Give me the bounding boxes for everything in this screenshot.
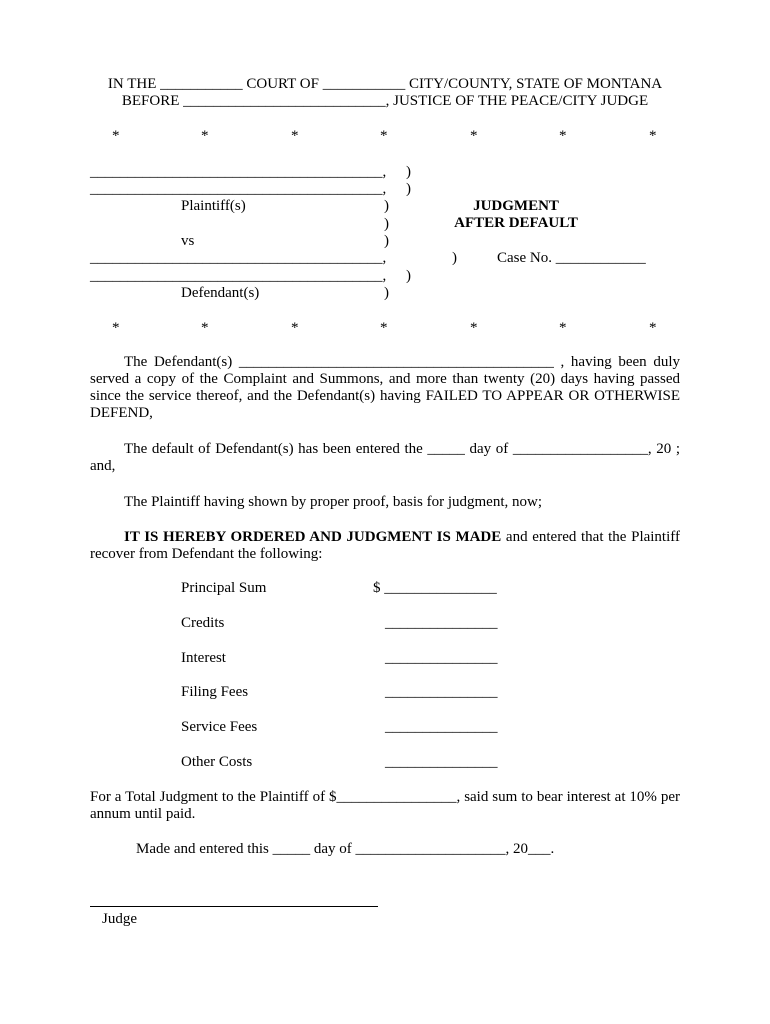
amount-label: Filing Fees xyxy=(181,684,249,700)
caption-paren: ) xyxy=(384,233,389,249)
amount-blank: _______________ xyxy=(385,719,498,735)
caption-paren: ) xyxy=(384,216,389,232)
separator-star: * xyxy=(291,320,299,336)
separator-star: * xyxy=(291,128,299,144)
paragraph-proof: The Plaintiff having shown by proper proof, basis for judgment, now; xyxy=(124,494,542,510)
separator-star: * xyxy=(649,128,657,144)
plaintiff-name-line: _______________________________________, xyxy=(90,181,387,197)
separator-star: * xyxy=(201,320,209,336)
separator-star: * xyxy=(559,320,567,336)
separator-star: * xyxy=(559,128,567,144)
defendant-name-line: _______________________________________, xyxy=(90,268,387,284)
separator-star: * xyxy=(649,320,657,336)
plaintiff-name-line: _______________________________________, xyxy=(90,164,387,180)
amount-blank: _______________ xyxy=(385,684,498,700)
amount-blank: _______________ xyxy=(385,650,498,666)
made-and-entered-line: Made and entered this _____ day of ____________________, 20___. xyxy=(136,841,555,857)
amount-blank: _______________ xyxy=(385,754,498,770)
versus-label: vs xyxy=(181,233,195,249)
caption-paren: ) xyxy=(406,164,411,180)
separator-star: * xyxy=(470,320,478,336)
separator-star: * xyxy=(380,320,388,336)
amount-blank: $ _______________ xyxy=(373,580,497,596)
plaintiff-label: Plaintiff(s) xyxy=(181,198,246,214)
caption-paren: ) xyxy=(452,250,457,266)
caption-paren: ) xyxy=(384,198,389,214)
amount-label: Principal Sum xyxy=(181,580,267,596)
separator-star: * xyxy=(201,128,209,144)
paragraph-total: For a Total Judgment to the Plaintiff of $________________, said sum to bear interest at 10% per annum until paid. xyxy=(90,789,680,822)
caption-paren: ) xyxy=(406,181,411,197)
document-title-line1: JUDGMENT xyxy=(473,198,559,214)
caption-paren: ) xyxy=(406,268,411,284)
court-header-line2: BEFORE ___________________________, JUSTICE OF THE PEACE/CITY JUDGE xyxy=(121,93,649,109)
separator-star: * xyxy=(112,128,120,144)
star-separator-bottom xyxy=(90,320,680,337)
amount-blank: _______________ xyxy=(385,615,498,631)
star-separator-top xyxy=(90,128,680,145)
case-number: Case No. ____________ xyxy=(497,250,646,266)
paragraph-order xyxy=(90,529,680,563)
judge-signature-line xyxy=(90,906,378,907)
document-title-line2: AFTER DEFAULT xyxy=(454,215,578,231)
paragraph-default-entered: The default of Defendant(s) has been entered the _____ day of __________________, 20 ; and, xyxy=(90,441,680,474)
amount-label: Interest xyxy=(181,650,226,666)
amount-label: Service Fees xyxy=(181,719,258,735)
separator-star: * xyxy=(470,128,478,144)
separator-star: * xyxy=(380,128,388,144)
amount-label: Credits xyxy=(181,615,225,631)
caption-paren: ) xyxy=(384,285,389,301)
amount-label: Other Costs xyxy=(181,754,253,770)
order-bold-text: IT IS HEREBY ORDERED AND JUDGMENT IS MADE xyxy=(124,529,502,545)
paragraph-service: The Defendant(s) __________________________________________ , having been duly served a copy of the Complaint and Summons, and more than twenty (20) days having passed since the service thereof, and the Defendant(s) having FAILED TO APPEAR OR OTHERWISE DEFEND, xyxy=(90,354,680,421)
separator-star: * xyxy=(112,320,120,336)
order-rest-text: and entered that the Plaintiff recover from Defendant the following: xyxy=(90,529,680,562)
judge-label: Judge xyxy=(102,911,137,927)
defendant-label: Defendant(s) xyxy=(181,285,260,301)
defendant-name-line: _______________________________________, xyxy=(90,250,387,266)
court-header-line1: IN THE ___________ COURT OF ___________ CITY/COUNTY, STATE OF MONTANA xyxy=(107,76,663,92)
